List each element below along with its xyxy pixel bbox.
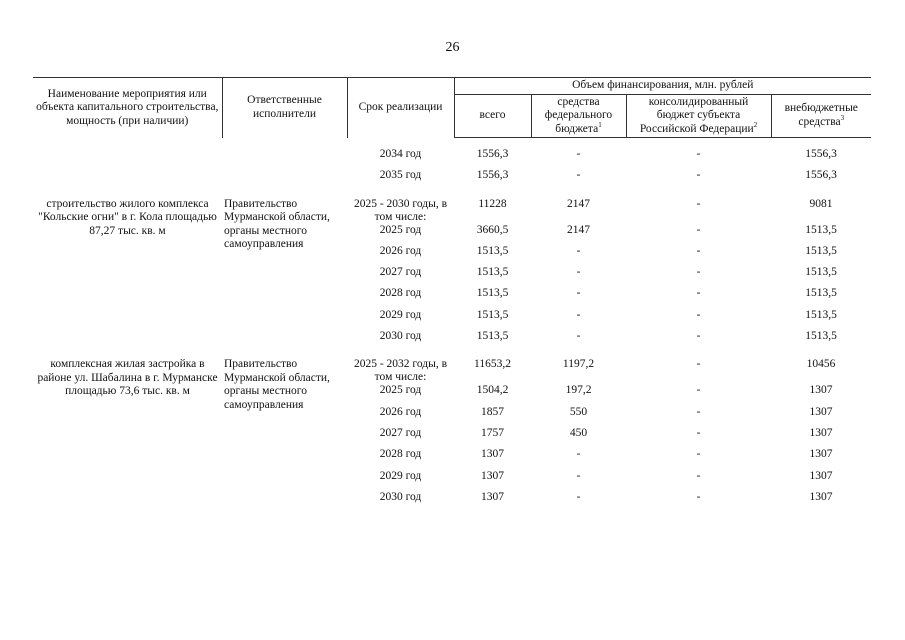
cell-extrabudget: 1307 — [809, 490, 833, 503]
cell-period: 2030 год — [379, 490, 422, 503]
cell-extrabudget: 1556,3 — [805, 148, 837, 160]
cell-extrabudget: 1307 — [809, 405, 833, 418]
cell-extrabudget: 1513,5 — [805, 223, 837, 236]
header-executors: Ответственные исполнители — [222, 78, 347, 138]
cell-period: 2026 год — [379, 244, 422, 257]
cell-total: 11653,2 — [474, 358, 511, 371]
cell-total: 11228 — [478, 197, 507, 210]
cell-extrabudget: 1513,5 — [805, 266, 837, 279]
cell-regional: - — [696, 266, 701, 279]
cell-period: 2028 год — [379, 448, 422, 461]
cell-federal: - — [576, 169, 581, 182]
cell-regional: - — [696, 169, 701, 182]
cell-total: 3660,5 — [476, 223, 509, 236]
cell-extrabudget: 1307 — [809, 384, 833, 397]
cell-regional: - — [696, 358, 701, 371]
cell-regional: - — [696, 244, 701, 257]
cell-total: 1513,5 — [476, 266, 509, 279]
cell-federal: 2147 — [567, 197, 590, 210]
header-name: Наименование мероприятия или объекта капитального строительства, мощность (при наличии) — [33, 78, 222, 138]
cell-period: 2025 - 2032 годы, в том числе: — [353, 358, 448, 384]
cell-federal: - — [576, 490, 581, 503]
table-row — [33, 198, 871, 224]
cell-total: 1504,2 — [476, 384, 509, 397]
cell-extrabudget: 9081 — [809, 197, 833, 210]
cell-federal: - — [576, 266, 581, 279]
cell-federal: 1197,2 — [562, 358, 595, 371]
cell-period: 2034 год — [379, 148, 422, 160]
header-extrabudget — [771, 94, 871, 138]
header-period: Срок реализации — [347, 78, 454, 138]
cell-period: 2030 год — [379, 330, 422, 343]
cell-period: 2027 год — [379, 266, 422, 279]
cell-extrabudget: 1307 — [809, 426, 833, 439]
cell-extrabudget: 1513,5 — [805, 287, 837, 300]
cell-extrabudget: 10456 — [806, 358, 836, 371]
header-regional — [626, 94, 771, 138]
cell-total: 1556,3 — [476, 148, 509, 160]
cell-period: 2025 год — [379, 384, 422, 397]
cell-total: 1556,3 — [476, 169, 509, 182]
header-funding: Объем финансирования, млн. рублей — [454, 78, 871, 95]
header-regional-footnote: 2 — [753, 120, 758, 129]
cell-total: 1513,5 — [476, 244, 509, 257]
cell-regional: - — [696, 308, 701, 321]
cell-federal: 2147 — [567, 223, 590, 236]
cell-federal: 550 — [569, 405, 588, 418]
cell-extrabudget: 1307 — [809, 469, 833, 482]
cell-federal: 197,2 — [565, 384, 592, 397]
cell-total: 1513,5 — [476, 287, 509, 300]
cell-period: 2027 год — [379, 426, 422, 439]
cell-regional: - — [696, 197, 701, 210]
header-regional-label: консолидированный бюджет субъекта Российской Федерации — [639, 95, 754, 135]
cell-federal: - — [576, 287, 581, 300]
cell-extrabudget: 1513,5 — [805, 330, 837, 343]
cell-federal: - — [576, 469, 581, 482]
project-name: строительство жилого комплекса "Кольские огни" в г. Кола площадью 87,27 тыс. кв. м — [38, 197, 217, 237]
cell-regional: - — [696, 469, 701, 482]
cell-total: 1307 — [481, 448, 504, 461]
header-total: всего — [454, 94, 531, 138]
table-row — [33, 358, 871, 384]
cell-period: 2025 - 2030 годы, в том числе: — [353, 197, 448, 223]
header-extrabudget-footnote: 3 — [840, 113, 845, 122]
cell-regional: - — [696, 448, 701, 461]
table-row — [33, 148, 871, 169]
cell-extrabudget: 1513,5 — [805, 308, 837, 321]
cell-regional: - — [696, 330, 701, 343]
cell-period: 2029 год — [379, 308, 422, 321]
header-federal-label: средства федерального бюджета — [544, 95, 613, 135]
cell-total: 1757 — [481, 426, 504, 439]
cell-federal: - — [576, 244, 581, 257]
header-federal — [531, 94, 626, 138]
cell-total: 1307 — [481, 469, 504, 482]
cell-period: 2025 год — [379, 223, 422, 236]
project-name: комплексная жилая застройка в районе ул. Шабалина в г. Мурманске площадью 73,6 тыс. кв. м — [37, 358, 218, 398]
cell-federal: - — [576, 308, 581, 321]
cell-federal: - — [576, 148, 581, 160]
cell-federal: 450 — [569, 426, 588, 439]
cell-extrabudget: 1307 — [809, 448, 833, 461]
cell-regional: - — [696, 405, 701, 418]
cell-regional: - — [696, 490, 701, 503]
cell-regional: - — [696, 223, 701, 236]
cell-period: 2028 год — [379, 287, 422, 300]
financing-table — [33, 77, 871, 512]
cell-federal: - — [576, 448, 581, 461]
cell-total: 1513,5 — [476, 330, 509, 343]
cell-period: 2029 год — [379, 469, 422, 482]
cell-regional: - — [696, 384, 701, 397]
cell-total: 1307 — [481, 490, 504, 503]
cell-total: 1857 — [481, 405, 504, 418]
cell-extrabudget: 1513,5 — [805, 244, 837, 257]
page-number: 26 — [445, 40, 460, 55]
cell-extrabudget: 1556,3 — [805, 169, 837, 182]
cell-federal: - — [576, 330, 581, 343]
project-executors: Правительство Мурманской области, органы местного самоуправления — [224, 197, 330, 251]
cell-regional: - — [696, 426, 701, 439]
cell-regional: - — [696, 148, 701, 160]
cell-period: 2026 год — [379, 405, 422, 418]
project-executors: Правительство Мурманской области, органы местного самоуправления — [224, 358, 330, 411]
cell-total: 1513,5 — [476, 308, 509, 321]
header-federal-footnote: 1 — [598, 120, 602, 129]
header-extrabudget-label: внебюджетные средства — [784, 102, 858, 128]
cell-period: 2035 год — [379, 169, 422, 182]
cell-regional: - — [696, 287, 701, 300]
